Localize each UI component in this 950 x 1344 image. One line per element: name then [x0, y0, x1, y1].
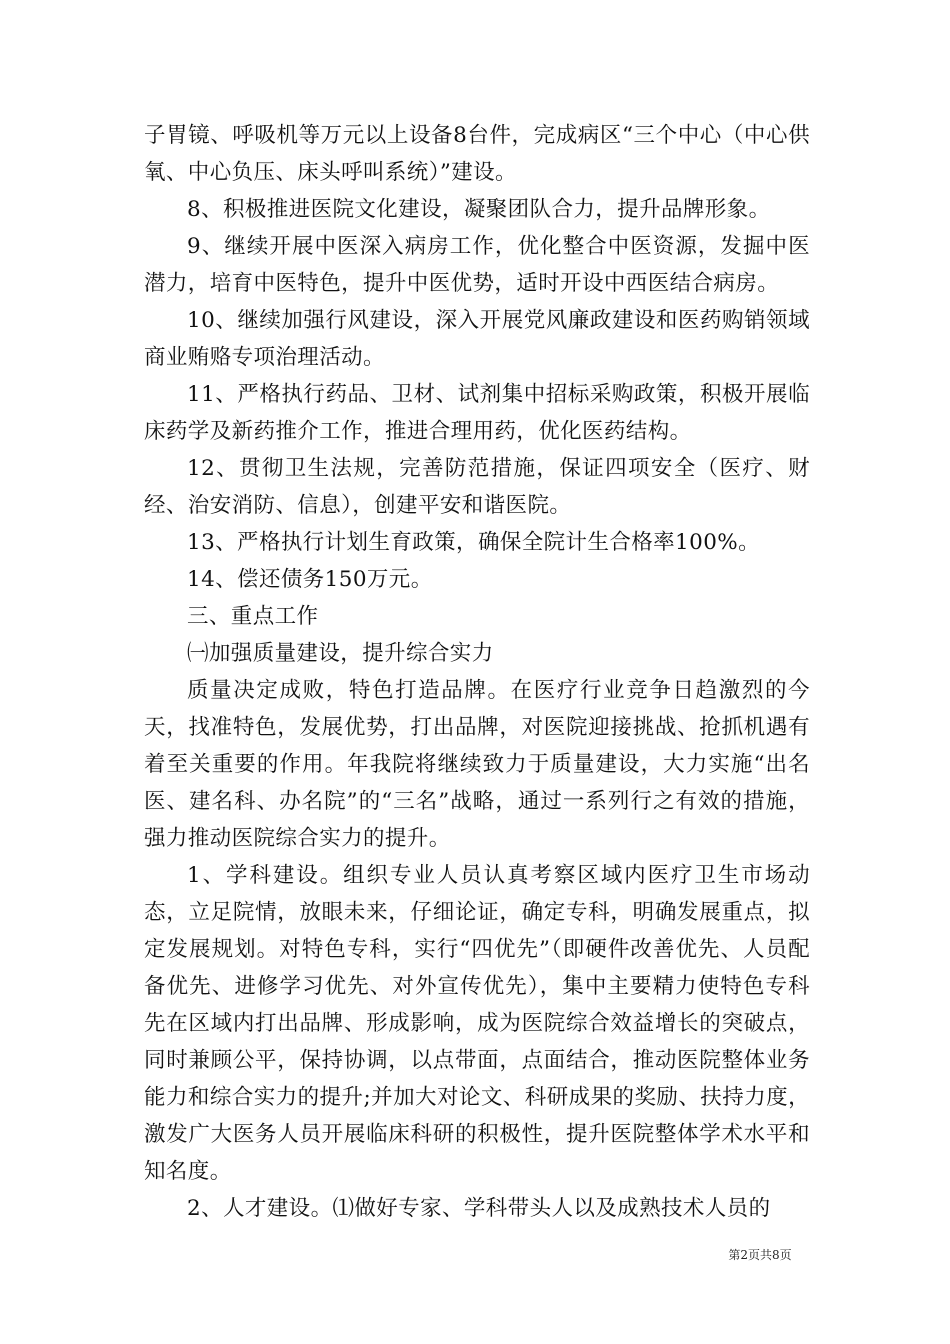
paragraph: 质量决定成败，特色打造品牌。在医疗行业竞争日趋激烈的今天，找准特色，发展优势，打出品牌，对医院迎接挑战、抢抓机遇有着至关重要的作用。年我院将继续致力于质量建设，大力实施“出名医、建名科、办名院”的“三名”战略，通过一系列行之有效的措施，强力推动医院综合实力的提升。: [144, 678, 810, 851]
subsection-heading: ㈠加强质量建设，提升综合实力: [187, 641, 494, 666]
paragraph: 11、严格执行药品、卫材、试剂集中招标采购政策，积极开展临床药学及新药推介工作，推进合理用药，优化医药结构。: [144, 382, 810, 444]
paragraph: 10、继续加强行风建设，深入开展党风廉政建设和医药购销领域商业贿赂专项治理活动。: [144, 308, 810, 370]
paragraph: 2、人才建设。⑴做好专家、学科带头人以及成熟技术人员的: [187, 1196, 771, 1221]
paragraph: 13、严格执行计划生育政策，确保全院计生合格率100%。: [187, 530, 761, 555]
paragraph: 1、学科建设。组织专业人员认真考察区域内医疗卫生市场动态，立足院情，放眼未来，仔细论证，确定专科，明确发展重点，拟定发展规划。对特色专科，实行“四优先”（即硬件改善优先、人员配备优先、进修学习优先、对外宣传优先），集中主要精力使特色专科先在区域内打出品牌、形成影响，成为医院综合效益增长的突破点，同时兼顾公平，保持协调，以点带面，点面结合，推动医院整体业务能力和综合实力的提升;并加大对论文、科研成果的奖励、扶持力度，激发广大医务人员开展临床科研的积极性，提升医院整体学术水平和知名度。: [144, 863, 810, 1184]
document-body: [144, 117, 810, 1227]
paragraph: 子胃镜、呼吸机等万元以上设备8台件，完成病区“三个中心（中心供氧、中心负压、床头呼叫系统）”建设。: [144, 123, 810, 185]
paragraph: 8、积极推进医院文化建设，凝聚团队合力，提升品牌形象。: [187, 197, 771, 222]
paragraph: 14、偿还债务150万元。: [187, 567, 433, 592]
paragraph: 12、贯彻卫生法规，完善防范措施，保证四项安全（医疗、财经、治安消防、信息），创建平安和谐医院。: [144, 456, 810, 518]
section-heading: 三、重点工作: [187, 604, 319, 629]
paragraph: 9、继续开展中医深入病房工作，优化整合中医资源，发掘中医潜力，培育中医特色，提升中医优势，适时开设中西医结合病房。: [144, 234, 810, 296]
page-number: 第2页共8页: [728, 1248, 792, 1262]
page-footer: [0, 1247, 950, 1263]
